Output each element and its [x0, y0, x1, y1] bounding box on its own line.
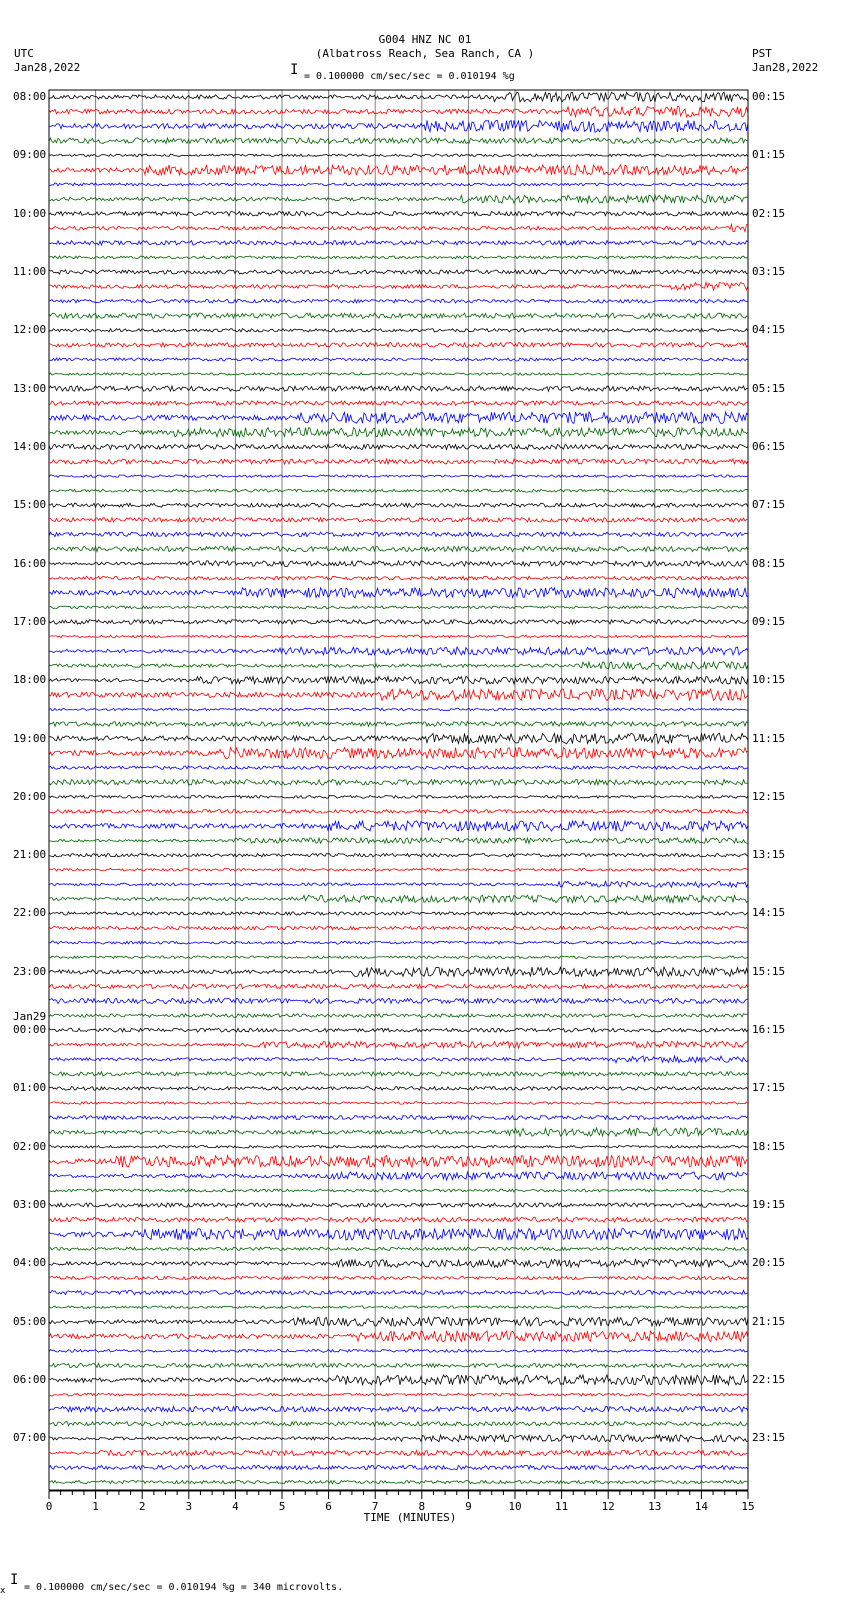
seismic-trace [49, 1056, 748, 1063]
seismic-trace [49, 708, 748, 711]
seismic-trace [49, 106, 748, 117]
seismic-trace [49, 967, 748, 976]
seismic-trace [49, 1290, 748, 1294]
utc-hour-label: 11:00 [13, 264, 47, 278]
x-tick-label: 12 [601, 1500, 615, 1513]
x-tick-label: 8 [418, 1500, 426, 1513]
seismic-trace [49, 838, 748, 844]
seismic-trace [49, 748, 748, 759]
seismic-trace [49, 1435, 748, 1442]
seismic-trace [49, 120, 748, 132]
utc-hour-label: 15:00 [13, 498, 47, 512]
seismic-trace [49, 1393, 748, 1396]
utc-hour-label: 17:00 [13, 614, 47, 628]
seismic-trace [49, 518, 748, 522]
right-date: Jan28,2022 [752, 61, 819, 74]
utc-hour-label: 21:00 [13, 848, 47, 862]
seismic-trace [49, 1014, 748, 1018]
seismic-trace [49, 1480, 748, 1483]
seismic-trace [49, 766, 748, 769]
pst-hour-label: 14:15 [752, 906, 786, 920]
seismic-trace [49, 1128, 748, 1136]
seismic-trace [49, 821, 748, 831]
footer-scale-icon: I [10, 1572, 19, 1588]
pst-hour-label: 05:15 [752, 381, 786, 395]
pst-hour-label: 13:15 [752, 848, 786, 862]
x-tick-label: 5 [278, 1500, 286, 1513]
seismic-trace [49, 1407, 748, 1412]
seismic-trace [49, 1172, 748, 1180]
seismic-trace [49, 386, 748, 391]
pst-hour-label: 21:15 [752, 1314, 786, 1328]
utc-hour-label: 02:00 [13, 1139, 47, 1153]
left-timezone: UTC [14, 47, 34, 60]
utc-hour-label: 18:00 [13, 673, 47, 687]
x-tick-label: 10 [508, 1500, 522, 1513]
seismic-trace [49, 183, 748, 186]
pst-hour-label: 19:15 [752, 1198, 786, 1212]
seismic-trace [49, 282, 748, 290]
seismic-trace [49, 576, 748, 580]
pst-hour-label: 16:15 [752, 1023, 786, 1037]
x-tick-label: 6 [325, 1500, 332, 1513]
seismic-trace [49, 854, 748, 857]
seismic-trace [49, 503, 748, 507]
seismic-trace [49, 1072, 748, 1076]
utc-hour-label: 12:00 [13, 323, 47, 337]
seismic-trace [49, 212, 748, 216]
seismic-trace [49, 444, 748, 449]
seismic-trace [49, 810, 748, 814]
utc-hour-label: 22:00 [13, 906, 47, 920]
seismic-trace [49, 1102, 748, 1105]
seismic-trace [49, 561, 748, 567]
seismic-trace [49, 1203, 748, 1207]
seismic-trace [49, 956, 748, 959]
seismic-trace [49, 796, 748, 799]
seismic-trace [49, 270, 748, 274]
time-axis [46, 1491, 755, 1513]
x-axis-label: TIME (MINUTES) [363, 1511, 457, 1524]
utc-hour-label: 14:00 [13, 439, 47, 453]
utc-hour-label: 16:00 [13, 556, 47, 570]
seismic-trace [49, 225, 748, 232]
seismic-trace [49, 313, 748, 318]
x-tick-label: 1 [92, 1500, 99, 1513]
seismic-trace [49, 1306, 748, 1309]
seismic-trace [49, 635, 748, 638]
seismic-trace [49, 428, 748, 437]
seismic-trace [49, 984, 748, 988]
utc-hour-label: 06:00 [13, 1373, 47, 1387]
x-tick-label: 2 [138, 1500, 146, 1513]
right-timezone: PST [752, 47, 772, 60]
seismic-trace [49, 358, 748, 361]
seismic-trace [49, 1041, 748, 1048]
seismic-trace [49, 606, 748, 609]
seismic-trace [49, 1247, 748, 1250]
seismic-trace [49, 373, 748, 375]
footer-mark: x [0, 1586, 6, 1596]
left-date: Jan28,2022 [14, 61, 81, 74]
pst-hour-label: 02:15 [752, 206, 786, 220]
x-tick-label: 13 [648, 1500, 662, 1513]
seismic-trace [49, 489, 748, 492]
seismic-trace [49, 1350, 748, 1353]
seismic-trace [49, 1331, 748, 1342]
pst-hour-label: 10:15 [752, 673, 786, 687]
seismic-trace [49, 1189, 748, 1192]
seismic-trace [49, 1375, 748, 1385]
seismic-trace [49, 926, 748, 930]
pst-hour-label: 17:15 [752, 1081, 786, 1095]
x-tick-label: 4 [232, 1500, 239, 1513]
seismic-trace [49, 620, 748, 625]
seismic-trace [49, 722, 748, 727]
pst-hour-label: 03:15 [752, 264, 786, 278]
seismic-trace [49, 647, 748, 655]
seismic-trace [49, 588, 748, 598]
seismic-trace [49, 1465, 748, 1469]
utc-hour-label: 03:00 [13, 1198, 47, 1212]
seismic-trace [49, 1116, 748, 1120]
x-tick-label: 7 [371, 1500, 379, 1513]
seismic-trace [49, 1276, 748, 1279]
x-tick-label: 14 [694, 1500, 709, 1513]
seismic-trace [49, 343, 748, 348]
pst-hour-label: 07:15 [752, 498, 786, 512]
utc-hour-label: 09:00 [13, 148, 47, 162]
utc-hour-label: 19:00 [13, 731, 47, 745]
utc-hour-label: 00:00 [13, 1023, 47, 1037]
seismic-trace [49, 546, 748, 551]
seismic-trace [49, 299, 748, 303]
seismic-trace [49, 1028, 748, 1032]
seismic-trace [49, 895, 748, 902]
seismic-trace [49, 733, 748, 744]
pst-hour-label: 23:15 [752, 1431, 786, 1445]
x-tick-label: 9 [465, 1500, 472, 1513]
seismic-trace [49, 459, 748, 464]
seismic-trace [49, 881, 748, 887]
seismic-trace [49, 1146, 748, 1149]
pst-hour-label: 08:15 [752, 556, 786, 570]
seismic-trace [49, 532, 748, 537]
x-tick-label: 15 [741, 1500, 755, 1513]
pst-hour-label: 04:15 [752, 323, 786, 337]
utc-hour-label: 05:00 [13, 1314, 47, 1328]
footer-note: = 0.100000 cm/sec/sec = 0.010194 %g = 340 microvolts. [24, 1582, 344, 1593]
seismic-trace [49, 912, 748, 915]
seismic-trace [49, 1363, 748, 1367]
station-location: (Albatross Reach, Sea Ranch, CA ) [315, 47, 535, 60]
pst-hour-label: 01:15 [752, 148, 786, 162]
seismic-trace [49, 412, 748, 424]
pst-hour-label: 20:15 [752, 1256, 786, 1270]
trace-group [49, 92, 748, 1484]
seismic-trace [49, 868, 748, 871]
seismic-trace [49, 780, 748, 786]
seismic-trace [49, 1259, 748, 1267]
seismic-trace [49, 401, 748, 406]
pst-hour-label: 11:15 [752, 731, 786, 745]
date-change-label: Jan29 [13, 1010, 47, 1024]
seismic-trace [49, 1229, 748, 1241]
seismic-trace [49, 941, 748, 944]
pst-hour-label: 18:15 [752, 1139, 786, 1153]
seismic-trace [49, 662, 748, 670]
pst-hour-label: 00:15 [752, 90, 786, 103]
pst-hour-label: 12:15 [752, 789, 786, 803]
seismic-trace [49, 998, 748, 1003]
seismic-trace [49, 1450, 748, 1455]
utc-hour-label: 01:00 [13, 1081, 47, 1095]
scale-label: = 0.100000 cm/sec/sec = 0.010194 %g [304, 71, 515, 82]
pst-hour-label: 09:15 [752, 614, 786, 628]
seismic-trace [49, 1217, 748, 1222]
utc-hour-label: 07:00 [13, 1431, 47, 1445]
x-tick-label: 0 [45, 1500, 53, 1513]
x-tick-label: 3 [185, 1500, 193, 1513]
utc-hour-label: 10:00 [13, 206, 47, 220]
x-tick-label: 11 [554, 1500, 569, 1513]
seismic-trace [49, 677, 748, 684]
utc-hour-label: 20:00 [13, 789, 47, 803]
pst-hour-label: 15:15 [752, 964, 786, 978]
utc-hour-label: 23:00 [13, 964, 47, 978]
seismic-trace [49, 165, 748, 175]
pst-hour-label: 06:15 [752, 439, 786, 453]
scale-bar-icon: I [290, 62, 299, 78]
seismic-trace [49, 475, 748, 477]
seismic-trace [49, 1087, 748, 1091]
seismic-trace [49, 92, 748, 102]
seismic-trace [49, 689, 748, 701]
seismic-trace [49, 1317, 748, 1326]
seismic-trace [49, 1156, 748, 1168]
pst-hour-label: 22:15 [752, 1373, 786, 1387]
seismic-trace [49, 154, 748, 156]
seismic-trace [49, 195, 748, 203]
chart-title: G004 HNZ NC 01 [378, 33, 472, 46]
utc-hour-label: 13:00 [13, 381, 47, 395]
utc-hour-label: 04:00 [13, 1256, 47, 1270]
seismic-trace [49, 138, 748, 144]
seismic-trace [49, 1422, 748, 1426]
seismic-trace [49, 329, 748, 332]
seismic-trace [49, 241, 748, 245]
utc-hour-label: 08:00 [13, 90, 47, 103]
seismic-trace [49, 256, 748, 259]
